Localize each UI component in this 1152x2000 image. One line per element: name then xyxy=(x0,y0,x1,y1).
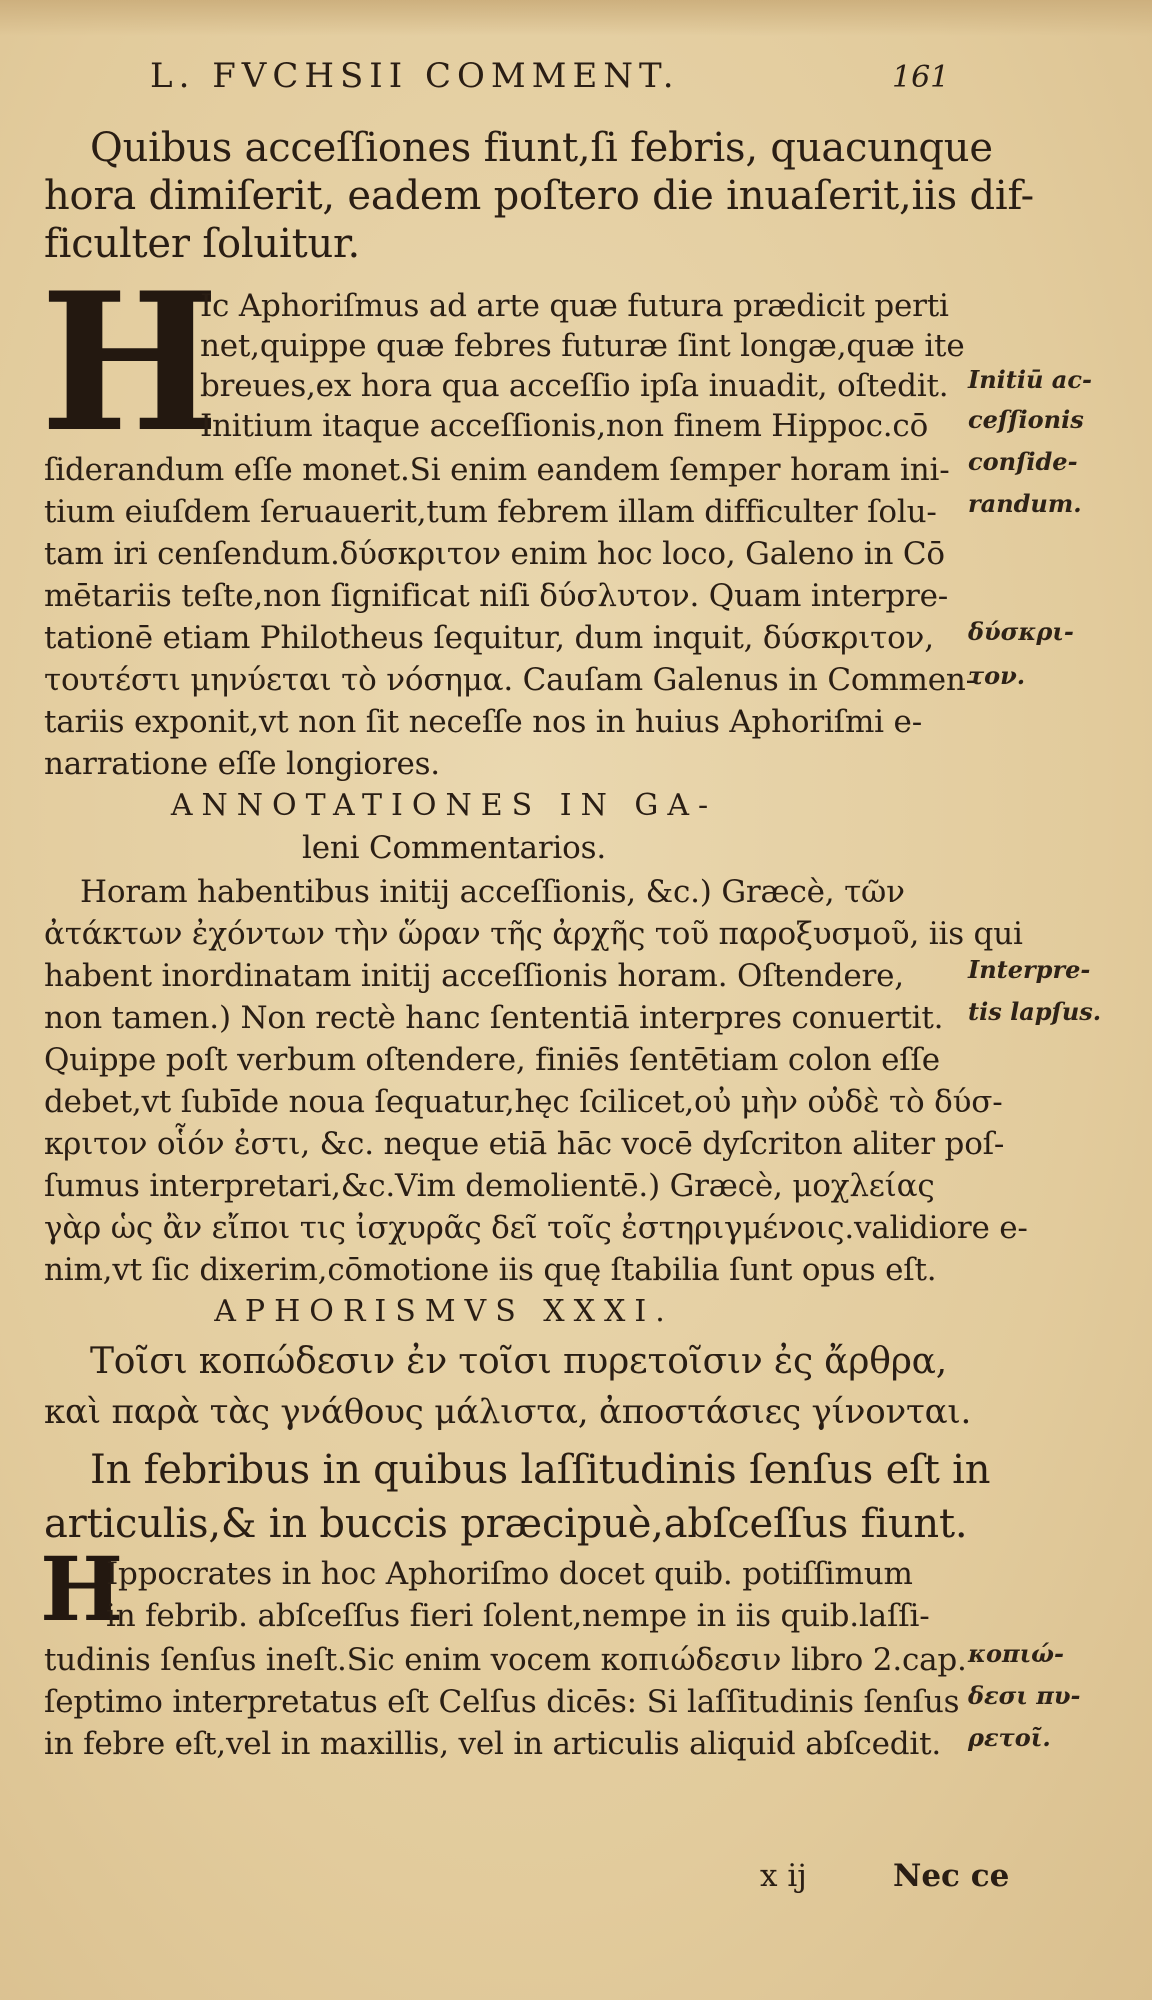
aphorism-latin-line: hora dimiſerit, eadem poſtero die inuaſerit,iis dif- xyxy=(44,173,1034,219)
commentary-line: tam iri cenſendum.δύσκριτον enim hoc loco, Galeno in Cō xyxy=(44,536,945,572)
margin-note: conſide- xyxy=(968,447,1078,476)
commentary-line: narratione eſſe longiores. xyxy=(44,746,440,782)
annotation-line: nim,vt ſic dixerim,cōmotione iis quę ſtabilia ſunt opus eſt. xyxy=(44,1252,937,1288)
commentary-line: tudinis ſenſus ineſt.Sic enim vocem κοπιώδεσιν libro 2.cap. xyxy=(44,1642,967,1678)
folio-number: 161 xyxy=(892,60,950,95)
aphorism-greek-line: Τοῖσι κοπώδεσιν ἐν τοῖσι πυρετοῖσιν ἐς ἄρθρα, xyxy=(90,1341,948,1382)
drop-cap-initial: H xyxy=(40,1537,124,1641)
annotation-line: Quippe poſt verbum oſtendere, finiēs ſentētiam colon eſſe xyxy=(44,1042,940,1078)
margin-note: δεσι πυ- xyxy=(968,1681,1081,1710)
commentary-line: Ippocrates in hoc Aphoriſmo docet quib. potiſſimum xyxy=(106,1556,913,1592)
annotation-line: habent inordinatam initij acceſſionis horam. Oſtendere, xyxy=(44,958,904,994)
commentary-line: in febre eſt,vel in maxillis, vel in articulis aliquid abſcedit. xyxy=(44,1726,942,1762)
catchword: Nec ce xyxy=(893,1858,1010,1894)
annotations-heading: ANNOTATIONES IN GA- xyxy=(170,788,718,823)
commentary-line: tariis exponit,vt non ſit neceſſe nos in huius Aphoriſmi e- xyxy=(44,704,922,740)
commentary-line: in febrib. abſceſſus fieri ſolent,nempe in iis quib.laſſi- xyxy=(106,1598,930,1634)
annotation-line: γὰρ ὡς ἂν εἴποι τις ἰσχυρᾶς δεῖ τοῖς ἐστηριγμένοις.validiore e- xyxy=(44,1210,1028,1246)
commentary-line: net,quippe quæ febres futuræ ſint longæ,quæ ite xyxy=(200,328,965,364)
commentary-line: ſeptimo interpretatus eſt Celſus dicēs: Si laſſitudinis ſenſus xyxy=(44,1684,960,1720)
margin-note: Interpre- xyxy=(968,955,1091,984)
annotation-line: debet,vt ſubīde noua ſequatur,hęc ſcilicet,οὐ μὴν οὐδὲ τὸ δύσ- xyxy=(44,1084,1003,1120)
running-head: L. FVCHSII COMMENT. xyxy=(150,56,680,96)
aphorism-latin-line: articulis,& in buccis præcipuè,abſceſſus fiunt. xyxy=(44,1501,968,1547)
commentary-line: mētariis teſte,non ſignificat niſi δύσλυτον. Quam interpre- xyxy=(44,578,949,614)
commentary-line: Ic Aphoriſmus ad arte quæ futura prædicit perti xyxy=(200,288,949,324)
annotation-line: Horam habentibus initij acceſſionis, &c.) Græcè, τῶν xyxy=(80,874,905,910)
margin-note: randum. xyxy=(968,489,1082,518)
annotation-line: ſumus interpretari,&c.Vim demolientē.) Græcè, μοχλείας xyxy=(44,1168,935,1204)
drop-cap-initial: H xyxy=(40,251,220,474)
margin-note: ceſſionis xyxy=(968,405,1084,434)
commentary-line: tium eiuſdem ſeruauerit,tum febrem illam difficulter ſolu- xyxy=(44,494,937,530)
commentary-line: Initium itaque acceſſionis,non finem Hippoc.cō xyxy=(200,408,929,444)
aphorism-greek-line: καὶ παρὰ τὰς γνάθους μάλιστα, ἀποστάσιες γίνονται. xyxy=(44,1392,972,1432)
margin-note: δύσκρι- xyxy=(968,617,1074,646)
margin-note: ρετοῖ. xyxy=(968,1723,1051,1752)
margin-note: Initiū ac- xyxy=(968,365,1092,394)
margin-note: tis lapſus. xyxy=(968,997,1102,1026)
annotations-subheading: leni Commentarios. xyxy=(302,830,606,866)
commentary-line: ſiderandum eſſe monet.Si enim eandem ſemper horam ini- xyxy=(44,452,950,488)
annotation-line: ἀτάκτων ἐχόντων τὴν ὥραν τῆς ἀρχῆς τοῦ παροξυσμοῦ, iis qui xyxy=(44,916,1023,952)
signature-mark: x ij xyxy=(760,1858,807,1894)
commentary-line: τουτέστι μηνύεται τὸ νόσημα. Cauſam Galenus in Commen- xyxy=(44,662,976,698)
margin-note: τον. xyxy=(968,661,1026,690)
aphorism-latin-line: Quibus acceſſiones fiunt,ſi febris, quacunque xyxy=(90,125,993,171)
aphorism-latin-line: In febribus in quibus laſſitudinis ſenſus eſt in xyxy=(90,1447,991,1493)
aphorism-heading: APHORISMVS XXXI. xyxy=(214,1294,674,1329)
annotation-line: κριτον οἷόν ἐστι, &c. neque etiā hāc vocē dyſcriton aliter poſ- xyxy=(44,1126,1005,1162)
margin-note: κοπιώ- xyxy=(968,1639,1064,1668)
aphorism-latin-line: ficulter ſoluitur. xyxy=(44,221,361,267)
commentary-line: breues,ex hora qua acceſſio ipſa inuadit, oſtedit. xyxy=(200,368,949,404)
annotation-line: non tamen.) Non rectè hanc ſententiā interpres conuertit. xyxy=(44,1000,944,1036)
commentary-line: tationē etiam Philotheus ſequitur, dum inquit, δύσκριτον, xyxy=(44,620,934,656)
